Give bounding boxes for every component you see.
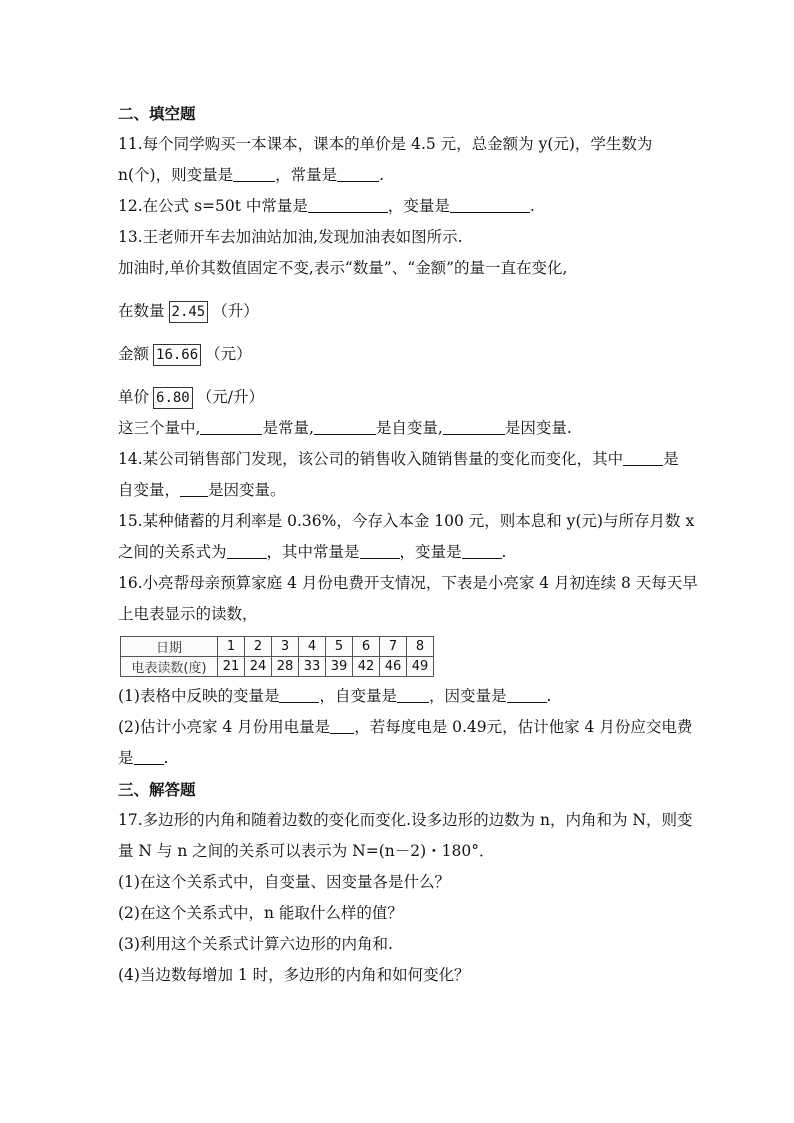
answer-blank[interactable] [462, 540, 502, 559]
table-cell-reading: 33 [299, 657, 326, 677]
q15-line2: 之间的关系式为 ，其中常量是 ，变量是 . [118, 537, 708, 568]
price-unit: （元/升） [196, 388, 264, 406]
q13-price-row [118, 382, 708, 413]
q13-quantity-row [118, 296, 708, 327]
quantity-unit: （升） [212, 302, 259, 320]
table-cell-day: 3 [272, 637, 299, 657]
meter-reading-table [120, 636, 434, 677]
table-cell-day: 6 [353, 637, 380, 657]
q13-line2: 加油时,单价其数值固定不变,表示“数量”、“金额”的量一直在变化, [118, 259, 568, 277]
quantity-label: 在数量 [118, 302, 165, 320]
q17-part3: (3)利用这个关系式计算六边形的内角和. [118, 935, 393, 953]
answer-blank[interactable] [450, 194, 530, 213]
table-header-reading: 电表读数(度) [121, 657, 218, 677]
answer-blank[interactable] [337, 163, 379, 182]
price-display: 6.80 [153, 387, 193, 409]
amount-display: 16.66 [153, 344, 201, 366]
table-cell-reading: 39 [326, 657, 353, 677]
q11-line2: n(个)，则变量是 ，常量是 . [118, 160, 708, 191]
answer-blank[interactable] [314, 416, 376, 435]
q11-line1: 11.每个同学购买一本课本，课本的单价是 4.5 元，总金额为 y(元)，学生数为 [118, 135, 653, 153]
answer-blank[interactable] [360, 540, 400, 559]
quantity-display: 2.45 [169, 301, 209, 323]
table-cell-day: 8 [407, 637, 434, 657]
table-header-date: 日期 [121, 637, 218, 657]
q14-line2: 自变量， 是因变量。 [118, 475, 708, 506]
table-cell-day: 7 [380, 637, 407, 657]
answer-blank[interactable] [397, 684, 429, 703]
q12: 12.在公式 s=50t 中常量是 ，变量是 . [118, 191, 708, 222]
table-cell-reading: 46 [380, 657, 407, 677]
amount-label: 金额 [118, 345, 150, 363]
price-label: 单价 [118, 388, 150, 406]
table-cell-day: 2 [245, 637, 272, 657]
section-title-answer: 三、解答题 [118, 780, 196, 799]
q16-part2-line2: 是 . [118, 743, 708, 774]
q13-line1: 13.王老师开车去加油站加油,发现加油表如图所示. [118, 228, 463, 246]
answer-blank[interactable] [180, 478, 208, 497]
table-cell-day: 5 [326, 637, 353, 657]
table-cell-day: 4 [299, 637, 326, 657]
table-row [121, 657, 434, 677]
answer-blank[interactable] [233, 163, 275, 182]
table-cell-reading: 24 [245, 657, 272, 677]
q17-line1: 17.多边形的内角和随着边数的变化而变化.设多边形的边数为 n，内角和为 N，则变 [118, 811, 693, 829]
worksheet-page [118, 98, 708, 991]
table-cell-reading: 42 [353, 657, 380, 677]
table-cell-reading: 49 [407, 657, 434, 677]
answer-blank[interactable] [330, 715, 354, 734]
q16-line2: 上电表显示的读数， [118, 605, 258, 623]
answer-blank[interactable] [134, 746, 164, 765]
amount-unit: （元） [205, 345, 252, 363]
q15-line1: 15.某种储蓄的月利率是 0.36%，今存入本金 100 元，则本息和 y(元)与所存月数 x [118, 512, 695, 530]
q17-part2: (2)在这个关系式中，n 能取什么样的值？ [118, 904, 403, 922]
q17-part4: (4)当边数每增加 1 时，多边形的内角和如何变化？ [118, 966, 470, 984]
answer-blank[interactable] [308, 194, 388, 213]
section-title-fill-blank: 二、填空题 [118, 104, 196, 123]
q13-question: 这三个量中, 是常量, 是自变量, 是因变量. [118, 413, 708, 444]
q17-line2: 量 N 与 n 之间的关系可以表示为 N=(n－2)・180°． [118, 842, 495, 860]
q13-amount-row [118, 339, 708, 370]
q17-part1: (1)在这个关系式中，自变量、因变量各是什么？ [118, 873, 450, 891]
table-cell-day: 1 [218, 637, 245, 657]
q16-line1: 16.小亮帮母亲预算家庭 4 月份电费开支情况，下表是小亮家 4 月初连续 8 天每天早 [118, 574, 698, 592]
answer-blank[interactable] [443, 416, 505, 435]
q16-part2-line1: (2)估计小亮家 4 月份用电量是 ，若每度电是 0.49元，估计他家 4 月份应交电费 [118, 712, 708, 743]
q14-line1: 14.某公司销售部门发现，该公司的销售收入随销售量的变化而变化，其中 是 [118, 444, 708, 475]
q16-part1: (1)表格中反映的变量是 ，自变量是 ，因变量是 . [118, 681, 708, 712]
table-cell-reading: 21 [218, 657, 245, 677]
answer-blank[interactable] [623, 447, 663, 466]
table-row [121, 637, 434, 657]
answer-blank[interactable] [279, 684, 319, 703]
answer-blank[interactable] [507, 684, 547, 703]
answer-blank[interactable] [200, 416, 262, 435]
answer-blank[interactable] [227, 540, 267, 559]
table-cell-reading: 28 [272, 657, 299, 677]
